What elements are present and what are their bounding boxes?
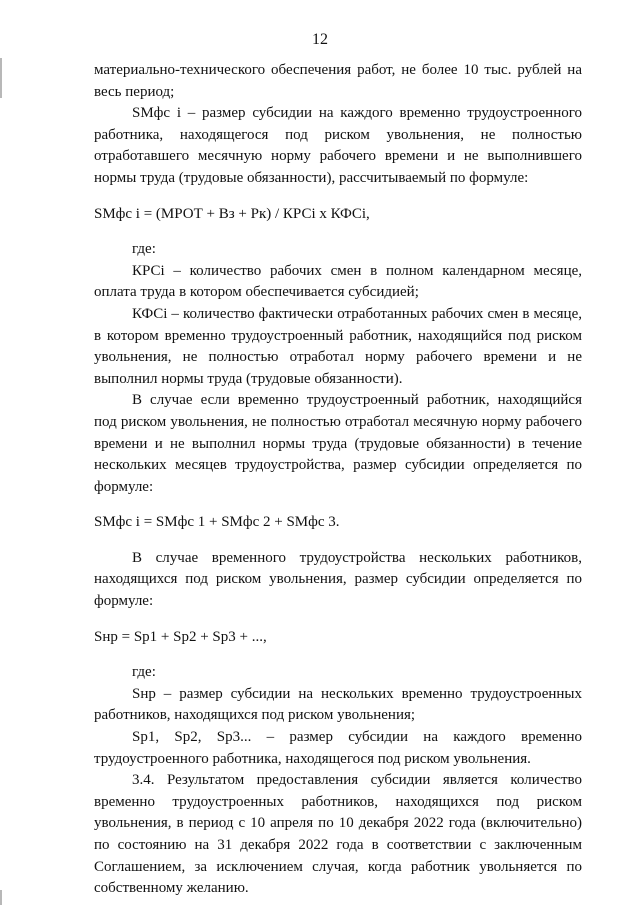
document-body — [94, 60, 582, 900]
where-label-2: где: — [132, 664, 156, 681]
paragraph-snr-definition: Sнр – размер субсидии на нескольких временно трудоустроенных работников, находящихся под риском увольнения; — [94, 685, 582, 724]
scan-edge-mark-bottom — [0, 890, 2, 905]
paragraph-sr-definition: Sр1, Sр2, Sр3... – размер субсидии на каждого временно трудоустроенного работника, находящегося под риском увольнения. — [94, 729, 582, 767]
paragraph-continuation: материально-технического обеспечения работ, не более 10 тыс. рублей на весь период; — [94, 62, 582, 100]
page-number: 12 — [312, 31, 328, 48]
formula-smfs-i: SМфс i = (МРОТ + Вз + Рк) / КРСi х КФСi, — [94, 205, 370, 222]
paragraph-section-3-4: 3.4. Результатом предоставления субсидии является количество временно трудоустроенных работников, находящихся под риском увольнения, в период с 10 апреля по 10 декабря 2022 года (включительно) по состоянию на 31 декабря 2022 года в соответствии с заключенным Соглашением, за исключением случая, когда работник увольняется по собственному желанию. — [94, 772, 582, 897]
paragraph-smfs-definition: SМфс i – размер субсидии на каждого временно трудоустроенного работника, находящегося под риском увольнения, не полностью отработавшего месячную норму рабочего времени и не выполнившего нормы труда (трудовые обязанности), рассчитываемый по формуле: — [94, 105, 582, 186]
paragraph-krs-definition: КРСi – количество рабочих смен в полном календарном месяце, оплата труда в котором обеспечивается субсидией; — [94, 262, 582, 301]
paragraph-kfs-definition: КФСi – количество фактически отработанных рабочих смен в месяце, в котором временно трудоустроенный работник, находящийся под риском увольнения, не полностью отработал норму рабочего времени и не выполнил нормы труда (трудовые обязанности). — [94, 305, 582, 387]
formula-smfs-sum: SМфс i = SМфс 1 + SМфс 2 + SМфс 3. — [94, 514, 340, 531]
scan-edge-mark-top — [0, 58, 2, 98]
formula-snr: Sнр = Sр1 + Sр2 + Sр3 + ..., — [94, 628, 267, 645]
paragraph-several-workers: В случае временного трудоустройства нескольких работников, находящихся под риском увольнения, размер субсидии определяется по формуле: — [94, 549, 582, 610]
where-label-1: где: — [132, 241, 156, 258]
paragraph-several-months: В случае если временно трудоустроенный работник, находящийся под риском увольнения, не полностью отработал месячную норму рабочего времени и не выполнил нормы труда (трудовые обязанности) в течение нескольких месяцев трудоустройства, размер субсидии определяется по формуле: — [94, 392, 582, 495]
